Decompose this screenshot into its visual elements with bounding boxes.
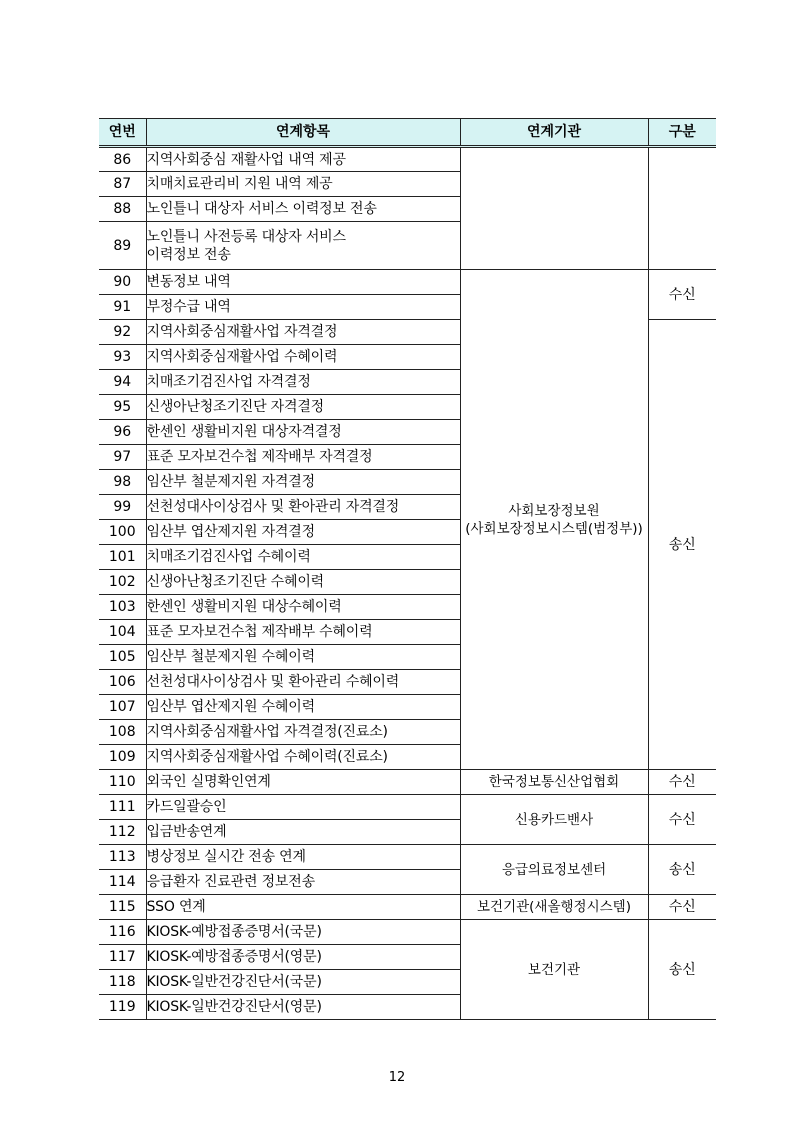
row-no: 89 <box>99 222 146 270</box>
row-no: 107 <box>99 695 146 720</box>
type-receive: 수신 <box>648 270 716 320</box>
row-no: 108 <box>99 720 146 745</box>
row-no: 86 <box>99 147 146 172</box>
row-item-line: 노인틀니 사전등록 대상자 서비스 <box>146 228 346 245</box>
row-no: 98 <box>99 470 146 495</box>
row-item: 병상정보 실시간 전송 연계 <box>146 845 460 870</box>
row-item: 부정수급 내역 <box>146 295 460 320</box>
org-emergency: 응급의료정보센터 <box>460 845 648 895</box>
row-item: 지역사회중심재활사업 수혜이력 <box>146 345 460 370</box>
row-item: 지역사회중심재활사업 자격결정 <box>146 320 460 345</box>
row-no: 106 <box>99 670 146 695</box>
type-receive: 수신 <box>648 770 716 795</box>
row-item: 지역사회중심재활사업 수혜이력(진료소) <box>146 745 460 770</box>
row-no: 102 <box>99 570 146 595</box>
row-no: 119 <box>99 995 146 1020</box>
row-no: 91 <box>99 295 146 320</box>
row-item: 신생아난청조기진단 수혜이력 <box>146 570 460 595</box>
type-send: 송신 <box>648 845 716 895</box>
row-no: 95 <box>99 395 146 420</box>
row-item: KIOSK-예방접종증명서(영문) <box>146 945 460 970</box>
row-item: SSO 연계 <box>146 895 460 920</box>
header-item: 연계항목 <box>146 119 460 147</box>
row-no: 99 <box>99 495 146 520</box>
linkage-table <box>99 118 716 1020</box>
page-number: 12 <box>388 1070 406 1085</box>
row-item: 지역사회중심재활사업 자격결정(진료소) <box>146 720 460 745</box>
row-no: 96 <box>99 420 146 445</box>
table-row <box>99 270 716 295</box>
row-item: 임산부 철분제지원 자격결정 <box>146 470 460 495</box>
type-receive: 수신 <box>648 795 716 845</box>
row-no: 117 <box>99 945 146 970</box>
table-row <box>99 795 716 820</box>
org-ssis-system: (사회보장정보시스템(범정부)) <box>465 520 643 537</box>
row-no: 94 <box>99 370 146 395</box>
row-no: 112 <box>99 820 146 845</box>
row-item: 임산부 엽산제지원 자격결정 <box>146 520 460 545</box>
row-no: 105 <box>99 645 146 670</box>
row-item: 한센인 생활비지원 대상수혜이력 <box>146 595 460 620</box>
row-no: 92 <box>99 320 146 345</box>
row-no: 87 <box>99 172 146 197</box>
table-row <box>99 770 716 795</box>
row-item: KIOSK-일반건강진단서(영문) <box>146 995 460 1020</box>
row-no: 113 <box>99 845 146 870</box>
row-item: 응급환자 진료관련 정보전송 <box>146 870 460 895</box>
table-row <box>99 147 716 172</box>
row-no: 100 <box>99 520 146 545</box>
row-item: 한센인 생활비지원 대상자격결정 <box>146 420 460 445</box>
table-row <box>99 845 716 870</box>
row-no: 97 <box>99 445 146 470</box>
type-receive: 수신 <box>648 895 716 920</box>
header-type: 구분 <box>648 119 716 147</box>
row-no: 90 <box>99 270 146 295</box>
row-no: 88 <box>99 197 146 222</box>
row-no: 93 <box>99 345 146 370</box>
row-item-line: 이력정보 전송 <box>146 246 231 263</box>
row-no: 114 <box>99 870 146 895</box>
row-no: 109 <box>99 745 146 770</box>
row-item: 치매조기검진사업 자격결정 <box>146 370 460 395</box>
row-item: KIOSK-예방접종증명서(국문) <box>146 920 460 945</box>
type-cell-empty <box>648 147 716 270</box>
row-no: 116 <box>99 920 146 945</box>
org-ssis <box>460 270 648 770</box>
org-kait: 한국정보통신산업협회 <box>460 770 648 795</box>
row-no: 101 <box>99 545 146 570</box>
row-no: 118 <box>99 970 146 995</box>
row-item: 노인틀니 대상자 서비스 이력정보 전송 <box>146 197 460 222</box>
row-item: 임산부 철분제지원 수혜이력 <box>146 645 460 670</box>
header-no: 연번 <box>99 119 146 147</box>
row-item: 신생아난청조기진단 자격결정 <box>146 395 460 420</box>
row-item: KIOSK-일반건강진단서(국문) <box>146 970 460 995</box>
row-no: 103 <box>99 595 146 620</box>
row-item: 변동정보 내역 <box>146 270 460 295</box>
row-item: 표준 모자보건수첩 제작배부 수혜이력 <box>146 620 460 645</box>
table-row <box>99 920 716 945</box>
row-item: 지역사회중심 재활사업 내역 제공 <box>146 147 460 172</box>
org-cell-empty <box>460 147 648 270</box>
org-health-saeol: 보건기관(새올행정시스템) <box>460 895 648 920</box>
org-health: 보건기관 <box>460 920 648 1020</box>
type-send: 송신 <box>648 920 716 1020</box>
row-item: 외국인 실명확인연계 <box>146 770 460 795</box>
row-item: 치매조기검진사업 수혜이력 <box>146 545 460 570</box>
org-card: 신용카드밴사 <box>460 795 648 845</box>
table-header-row <box>99 119 716 147</box>
row-item: 임산부 엽산제지원 수혜이력 <box>146 695 460 720</box>
row-item: 카드일괄승인 <box>146 795 460 820</box>
row-item: 선천성대사이상검사 및 환아관리 자격결정 <box>146 495 460 520</box>
type-send: 송신 <box>648 320 716 770</box>
row-no: 115 <box>99 895 146 920</box>
row-no: 111 <box>99 795 146 820</box>
org-ssis-name: 사회보장정보원 <box>508 502 600 519</box>
row-no: 104 <box>99 620 146 645</box>
row-item: 치매치료관리비 지원 내역 제공 <box>146 172 460 197</box>
table-row <box>99 895 716 920</box>
header-org: 연계기관 <box>460 119 648 147</box>
row-item <box>146 222 460 270</box>
row-item: 입금반송연계 <box>146 820 460 845</box>
row-no: 110 <box>99 770 146 795</box>
row-item: 표준 모자보건수첩 제작배부 자격결정 <box>146 445 460 470</box>
row-item: 선천성대사이상검사 및 환아관리 수혜이력 <box>146 670 460 695</box>
